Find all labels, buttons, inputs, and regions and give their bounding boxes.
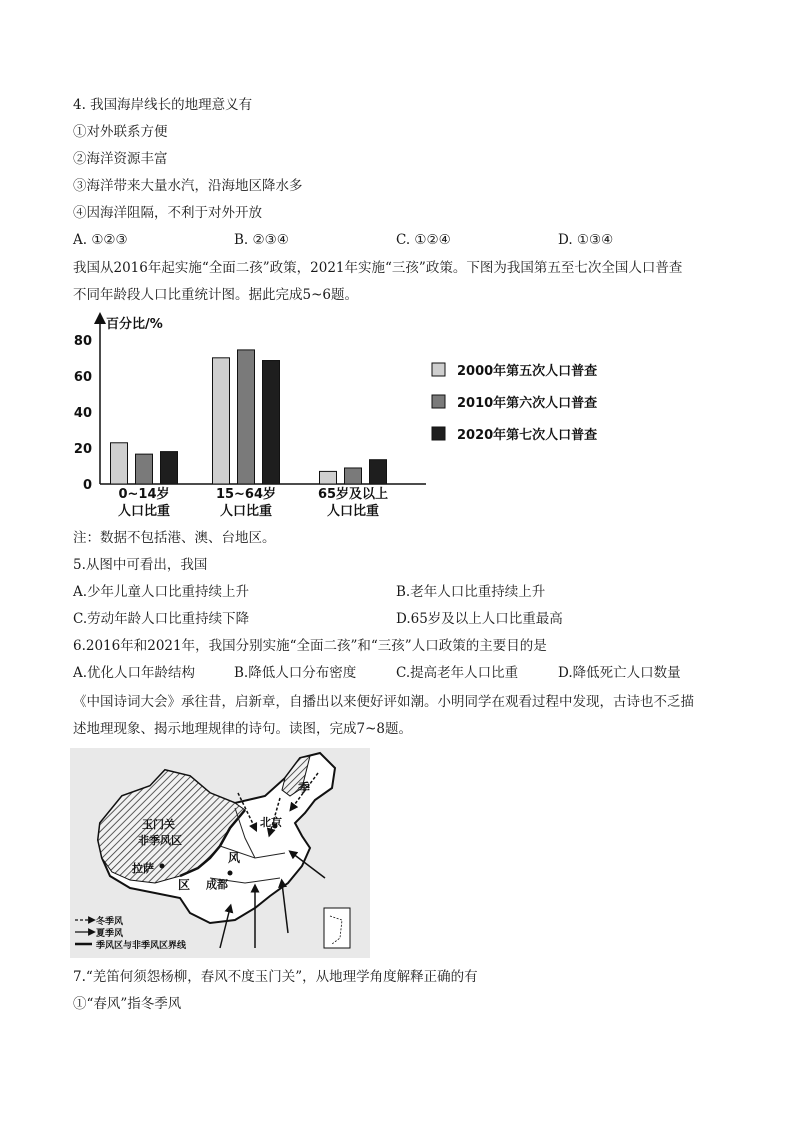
q5-option-a: A.少年儿童人口比重持续上升 <box>73 584 250 600</box>
label-yumenguan: 玉门关 <box>142 818 175 831</box>
q4-item-1: ①对外联系方便 <box>73 124 168 140</box>
legend-boundary: 季风区与非季风区界线 <box>96 941 187 951</box>
q4-item-2: ②海洋资源丰富 <box>73 151 168 167</box>
intro-7-8-line-1: 《中国诗词大会》承往昔，启新章，自播出以来便好评如潮。小明同学在观看过程中发现，古诗也不乏描 <box>73 694 694 710</box>
y-tick-label: 20 <box>73 442 92 457</box>
bar <box>320 471 337 484</box>
q7-stem: 7.“羌笛何须怨杨柳，春风不度玉门关”，从地理学角度解释正确的有 <box>73 969 478 985</box>
q6-stem: 6.2016年和2021年，我国分别实施“全面二孩”和“三孩”人口政策的主要目的是 <box>73 638 547 654</box>
q5-option-d: D.65岁及以上人口比重最高 <box>396 611 563 627</box>
legend-label: 2020年第七次人口普查 <box>457 428 598 443</box>
legend-winter-monsoon: 冬季风 <box>96 917 124 927</box>
bar <box>238 350 255 484</box>
y-axis-label: 百分比/% <box>106 317 163 332</box>
bar <box>370 460 387 484</box>
bar <box>213 358 230 484</box>
y-tick-label: 60 <box>73 370 92 385</box>
label-qu: 区 <box>178 878 191 892</box>
bar <box>161 452 178 484</box>
q5-option-b: B.老年人口比重持续上升 <box>396 584 546 600</box>
q5-stem: 5.从图中可看出，我国 <box>73 557 208 573</box>
legend-label: 2010年第六次人口普查 <box>457 396 598 411</box>
china-monsoon-map <box>70 748 370 958</box>
q4-option-c: C. ①②④ <box>396 232 451 248</box>
q6-option-c: C.提高老年人口比重 <box>396 665 519 681</box>
label-lasa: 拉萨 <box>132 862 154 875</box>
bar <box>345 468 362 484</box>
x-tick-label: 人口比重 <box>117 504 171 519</box>
intro-7-8-line-2: 述地理现象、揭示地理规律的诗句。读图，完成7~8题。 <box>73 721 412 737</box>
chart-note: 注：数据不包括港、澳、台地区。 <box>73 530 276 546</box>
x-tick-label: 人口比重 <box>219 504 273 519</box>
q6-option-b: B.降低人口分布密度 <box>234 665 357 681</box>
y-tick-label: 40 <box>73 406 92 421</box>
q4-option-d: D. ①③④ <box>558 232 614 248</box>
y-tick-label: 80 <box>73 334 92 349</box>
q7-item-1: ①“春风”指冬季风 <box>73 996 182 1012</box>
q4-item-4: ④因海洋阻隔，不利于对外开放 <box>73 205 262 221</box>
label-feng: 风 <box>228 851 241 865</box>
q4-option-a: A. ①②③ <box>73 232 128 248</box>
x-tick-label: 0~14岁 <box>118 487 170 502</box>
x-tick-label: 65岁及以上 <box>317 487 389 502</box>
q4-stem: 4. 我国海岸线长的地理意义有 <box>73 97 253 113</box>
y-tick-label: 0 <box>82 478 92 493</box>
q5-option-c: C.劳动年龄人口比重持续下降 <box>73 611 250 627</box>
intro-5-6-line-2: 不同年龄段人口比重统计图。据此完成5~6题。 <box>73 287 358 303</box>
label-chengdu: 成都 <box>206 878 228 891</box>
bar <box>263 361 280 484</box>
label-beijing: 北京 <box>260 816 282 829</box>
population-bar-chart <box>70 312 610 520</box>
q6-option-d: D.降低死亡人口数量 <box>558 665 681 681</box>
south-china-sea-inset <box>324 908 350 948</box>
x-tick-label: 15~64岁 <box>215 487 277 502</box>
bar <box>136 454 153 484</box>
x-tick-label: 人口比重 <box>326 504 380 519</box>
legend-summer-monsoon: 夏季风 <box>96 929 124 939</box>
label-ji: 季 <box>298 781 311 795</box>
legend-label: 2000年第五次人口普查 <box>457 364 598 379</box>
q6-option-a: A.优化人口年龄结构 <box>73 665 196 681</box>
label-feijifengqu: 非季风区 <box>138 834 182 847</box>
q4-item-3: ③海洋带来大量水汽，沿海地区降水多 <box>73 178 303 194</box>
legend-swatch <box>432 363 445 376</box>
legend-swatch <box>432 395 445 408</box>
legend-swatch <box>432 427 445 440</box>
q4-option-b: B. ②③④ <box>234 232 289 248</box>
bar <box>111 443 128 484</box>
intro-5-6-line-1: 我国从2016年起实施“全面二孩”政策，2021年实施“三孩”政策。下图为我国第五至七次全国人口普查 <box>73 260 683 276</box>
